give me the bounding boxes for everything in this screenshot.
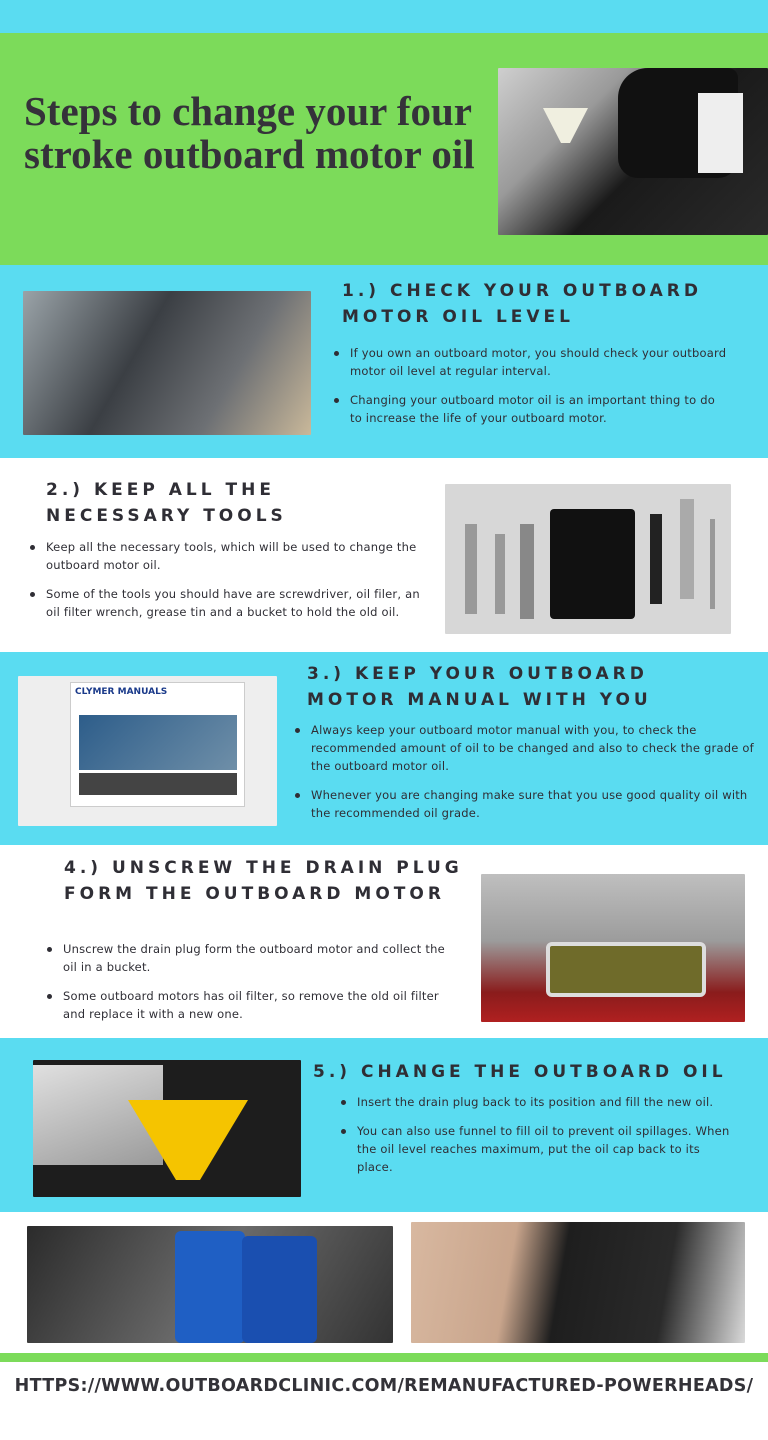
oil-pouring-photo: [498, 68, 768, 235]
tools-photo: [445, 484, 731, 634]
bullet: Insert the drain plug back to its position and fill the new oil.: [337, 1093, 737, 1111]
step-1-heading: 1.) CHECK YOUR OUTBOARD MOTOR OIL LEVEL: [342, 281, 702, 327]
step-1-bullets: [330, 344, 730, 438]
bullet: Whenever you are changing make sure that you use good quality oil with the recommended oil grade.: [291, 786, 756, 822]
engine-dipstick-photo: [23, 291, 311, 435]
funnel-photo: [33, 1060, 301, 1197]
bullet: Always keep your outboard motor manual with you, to check the recommended amount of oil to be changed and also to check the grade of the outboard motor oil.: [291, 721, 756, 775]
step-3-bullets: [291, 721, 756, 833]
step-4-heading: 4.) UNSCREW THE DRAIN PLUG FORM THE OUTBOARD MOTOR: [64, 858, 463, 904]
step-2-heading: 2.) KEEP ALL THE NECESSARY TOOLS: [46, 480, 287, 526]
footer-divider: [0, 1353, 768, 1362]
bullet: Changing your outboard motor oil is an important thing to do to increase the life of your outboard motor.: [330, 391, 730, 427]
step-5-bullets: [337, 1093, 737, 1187]
bullet: If you own an outboard motor, you should check your outboard motor oil level at regular interval.: [330, 344, 730, 380]
step-5-heading: 5.) CHANGE THE OUTBOARD OIL: [313, 1062, 727, 1082]
footer-url-link[interactable]: HTTPS://WWW.OUTBOARDCLINIC.COM/REMANUFACTURED-POWERHEADS/: [14, 1376, 754, 1396]
step-4-bullets: [43, 940, 453, 1034]
step-3-heading: 3.) KEEP YOUR OUTBOARD MOTOR MANUAL WITH YOU: [307, 664, 652, 710]
bullet: You can also use funnel to fill oil to prevent oil spillages. When the oil level reaches maximum, put the oil cap back to its place.: [337, 1122, 737, 1176]
yamalube-photo: [27, 1226, 393, 1343]
drain-oil-photo: [481, 874, 745, 1022]
oil-dipstick-photo: [411, 1222, 745, 1343]
bullet: Some of the tools you should have are screwdriver, oil filer, an oil filter wrench, grease tin and a bucket to hold the old oil.: [26, 585, 426, 621]
bullet: Some outboard motors has oil filter, so remove the old oil filter and replace it with a new one.: [43, 987, 453, 1023]
step-2-bullets: [26, 538, 426, 632]
bullet: Keep all the necessary tools, which will be used to change the outboard motor oil.: [26, 538, 426, 574]
manual-label: CLYMER MANUALS: [75, 687, 168, 697]
top-band: [0, 0, 768, 33]
manual-photo: [18, 676, 277, 826]
page-title: Steps to change your four stroke outboard motor oil: [24, 88, 475, 177]
bullet: Unscrew the drain plug form the outboard motor and collect the oil in a bucket.: [43, 940, 453, 976]
